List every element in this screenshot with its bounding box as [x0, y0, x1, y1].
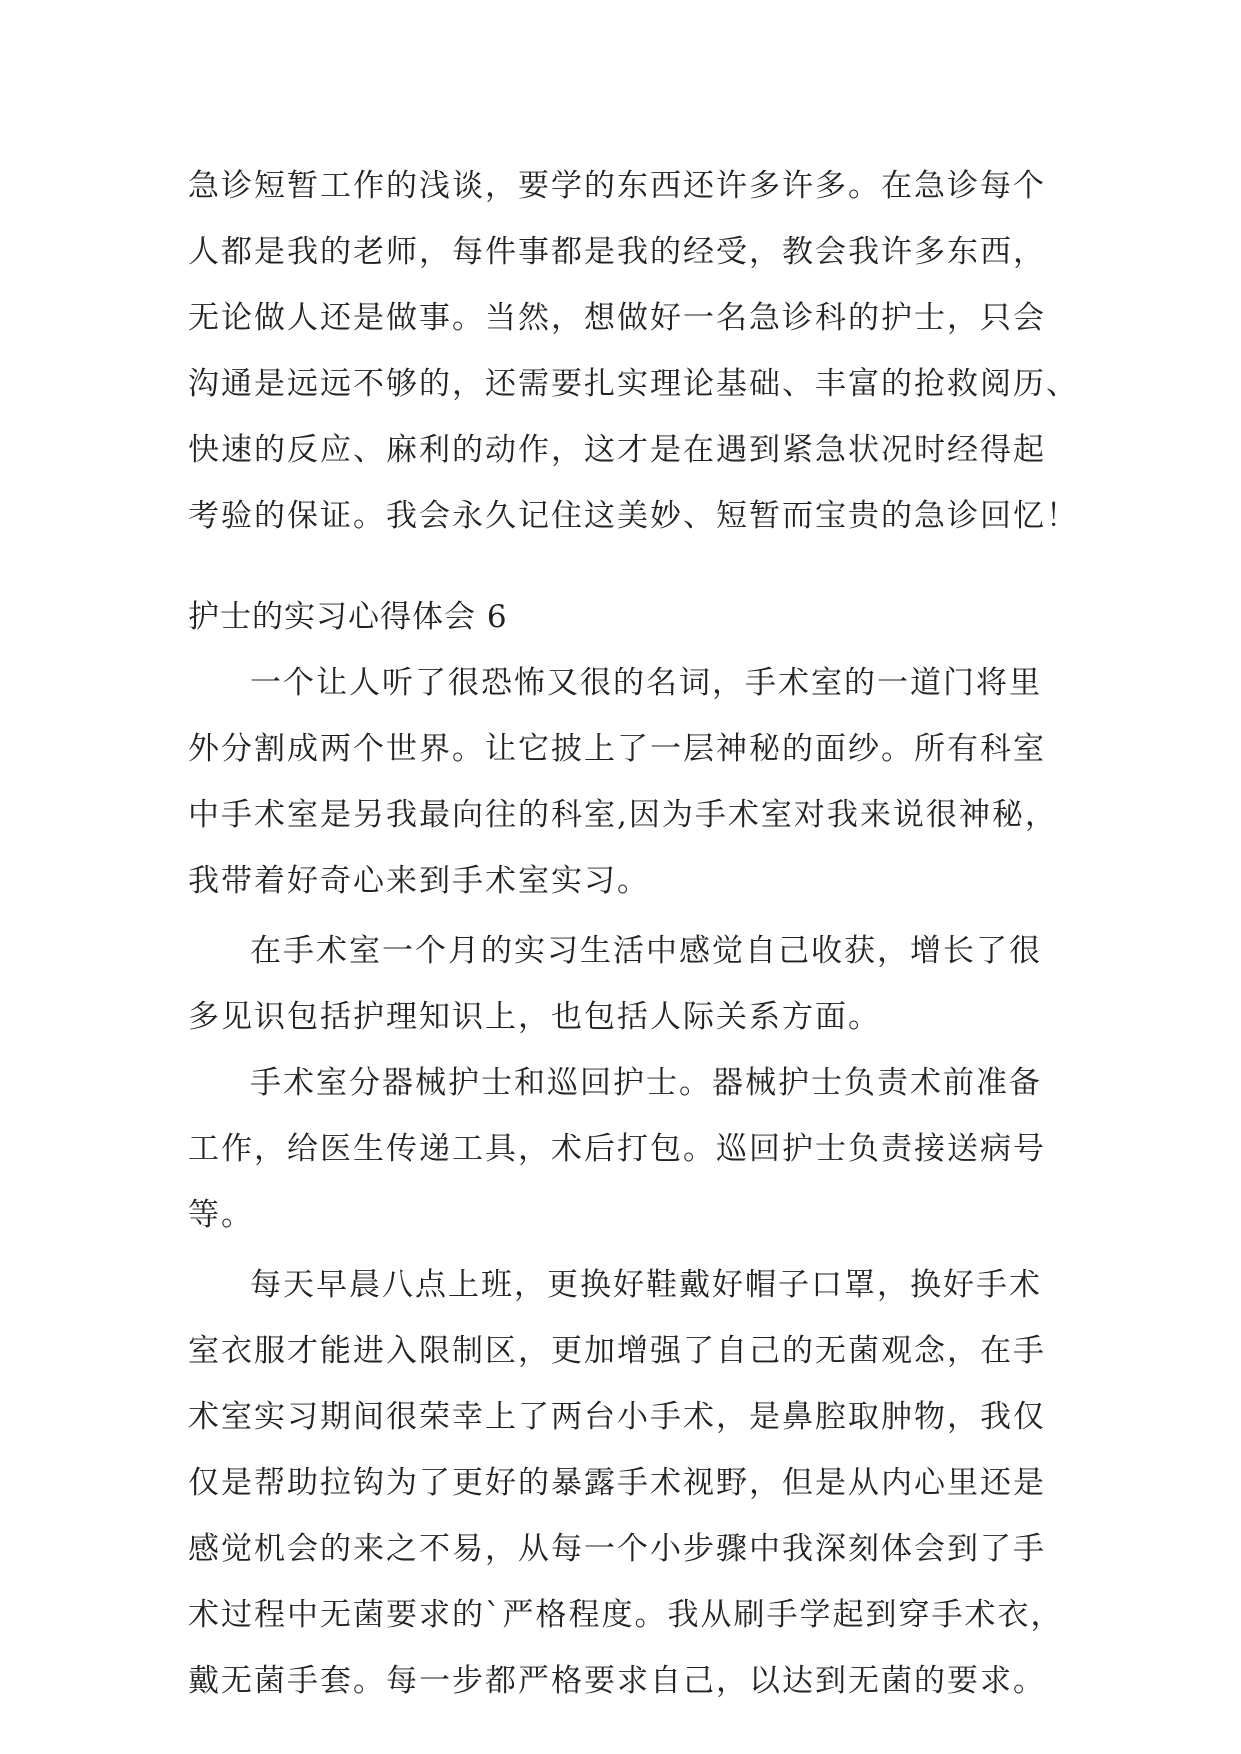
paragraph-line: 术室实习期间很荣幸上了两台小手术，是鼻腔取肿物，我仅: [188, 1399, 1046, 1435]
paragraph-line: 多见识包括护理知识上，也包括人际关系方面。: [188, 999, 881, 1035]
paragraph-line: 我带着好奇心来到手术室实习。: [188, 863, 650, 899]
paragraph-line: 一个让人听了很恐怖又很的名词，手术室的一道门将里: [250, 665, 1042, 701]
section-title: 护士的实习心得体会 6: [188, 599, 508, 635]
paragraph-line: 手术室分器械护士和巡回护士。器械护士负责术前准备: [250, 1065, 1042, 1101]
paragraph-line: 每天早晨八点上班，更换好鞋戴好帽子口罩，换好手术: [250, 1267, 1042, 1303]
intro-line: 无论做人还是做事。当然，想做好一名急诊科的护士，只会: [188, 300, 1046, 336]
intro-line: 沟通是远远不够的，还需要扎实理论基础、丰富的抢救阅历、: [188, 366, 1079, 402]
intro-line: 考验的保证。我会永久记住这美妙、短暂而宝贵的急诊回忆！: [188, 498, 1079, 534]
paragraph-line: 术过程中无菌要求的`严格程度。我从刷手学起到穿手术衣，: [188, 1597, 1064, 1633]
intro-line: 人都是我的老师，每件事都是我的经受，教会我许多东西，: [188, 234, 1046, 270]
paragraph-line: 室衣服才能进入限制区，更加增强了自己的无菌观念，在手: [188, 1333, 1046, 1369]
paragraph-line: 等。: [188, 1197, 254, 1233]
paragraph-line: 工作，给医生传递工具，术后打包。巡回护士负责接送病号: [188, 1131, 1046, 1167]
paragraph-line: 在手术室一个月的实习生活中感觉自己收获，增长了很: [250, 933, 1042, 969]
intro-line: 快速的反应、麻利的动作，这才是在遇到紧急状况时经得起: [188, 432, 1046, 468]
paragraph-line: 仅是帮助拉钩为了更好的暴露手术视野，但是从内心里还是: [188, 1465, 1046, 1501]
intro-line: 急诊短暂工作的浅谈，要学的东西还许多许多。在急诊每个: [188, 168, 1046, 204]
paragraph-line: 感觉机会的来之不易，从每一个小步骤中我深刻体会到了手: [188, 1531, 1046, 1567]
paragraph-line: 戴无菌手套。每一步都严格要求自己，以达到无菌的要求。: [188, 1663, 1046, 1699]
paragraph-line: 中手术室是另我最向往的科室,因为手术室对我来说很神秘，: [188, 797, 1058, 833]
paragraph-line: 外分割成两个世界。让它披上了一层神秘的面纱。所有科室: [188, 731, 1046, 767]
